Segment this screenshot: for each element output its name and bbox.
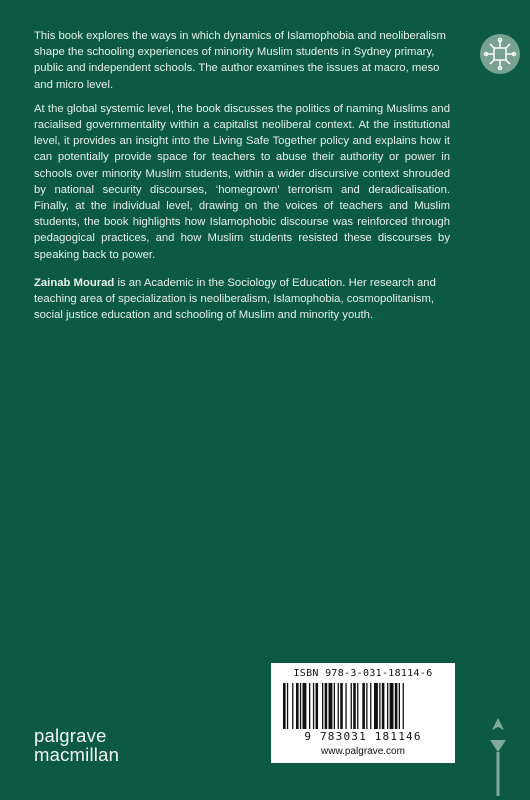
- barcode-digits: 9 783031 181146: [304, 730, 422, 743]
- barcode-bars: [283, 683, 443, 729]
- author-bio: [34, 275, 450, 324]
- back-cover-blurb: [34, 28, 450, 331]
- author-bio-text: is an Academic in the Sociology of Education. Her research and teaching area of specialization is neoliberalism, Islamophobia, cosmopolitanism, social justice education and schooling of Muslim and minority youth.: [34, 276, 436, 322]
- blurb-paragraph-2: At the global systemic level, the book discusses the politics of naming Muslims and racialised governmentality within a capitalist neoliberal context. At the institutional level, it provides an insight into the Living Safe Together policy and explains how it can potentially provide space for teachers to abuse their authority or power in schools over minority Muslim students, within a wider discursive context shrouded by national security discourses, ‘homegrown’ terrorism and deradicalisation. Finally, at the individual level, drawing on the voices of teachers and Muslim students, the book highlights how Islamophobic discourse was reinforced through pedagogical practices, and how Muslim students resisted these discourses by speaking back to power.: [34, 102, 450, 261]
- blurb-paragraph-1: This book explores the ways in which dynamics of Islamophobia and neoliberalism shape the schooling experiences of minority Muslim students in Sydney primary, public and independent schools. The author examines the issues at macro, meso and micro level.: [34, 30, 446, 91]
- publisher-logo: [34, 726, 119, 764]
- isbn-label: ISBN 978-3-031-18114-6: [293, 668, 433, 679]
- publisher-name-line2: macmillan: [34, 744, 120, 765]
- spine-flower-icon: [478, 700, 518, 800]
- publisher-name-line1: palgrave: [34, 725, 107, 746]
- author-name: Zainab Mourad: [34, 276, 115, 289]
- palgrave-flower-logo-icon: [480, 34, 520, 74]
- isbn-barcode: [271, 663, 455, 763]
- publisher-url: www.palgrave.com: [321, 746, 405, 757]
